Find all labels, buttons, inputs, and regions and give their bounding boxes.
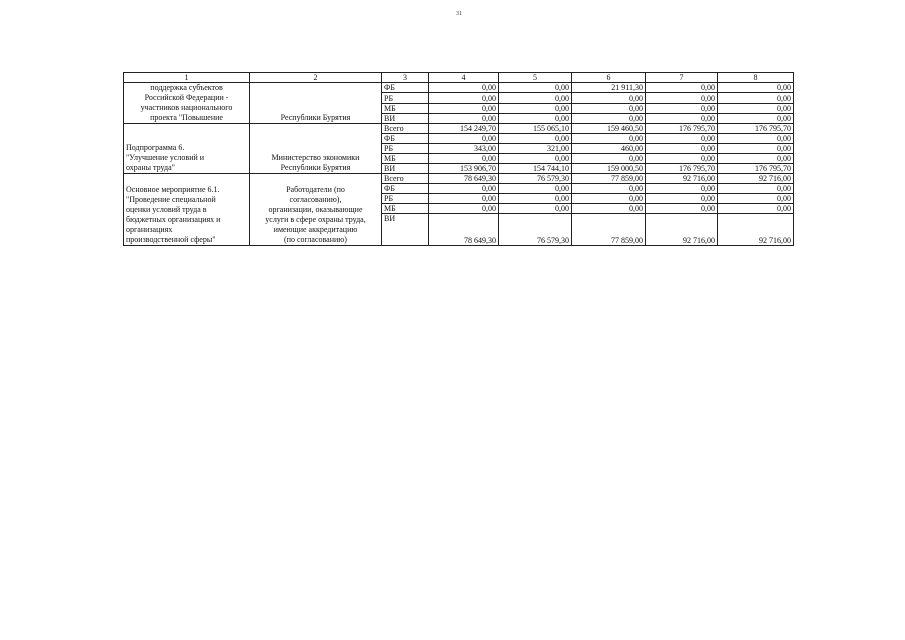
amount-cell: 77 859,00: [572, 214, 646, 246]
amount-cell: 154 249,70: [429, 124, 499, 134]
amount-cell: 0,00: [718, 154, 794, 164]
amount-cell: 0,00: [718, 134, 794, 144]
column-number-header: 7: [646, 73, 718, 83]
page-number: 31: [456, 11, 462, 17]
amount-cell: 0,00: [646, 194, 718, 204]
funding-source-cell: Всего: [382, 174, 429, 184]
amount-cell: 0,00: [499, 103, 572, 113]
column-number-header: 1: [124, 73, 250, 83]
amount-cell: 0,00: [718, 113, 794, 123]
program-name-line: "Проведение специальной: [126, 195, 216, 204]
amount-cell: 0,00: [429, 194, 499, 204]
table-row: [124, 174, 794, 184]
amount-cell: 153 906,70: [429, 164, 499, 174]
column-number-header: 3: [382, 73, 429, 83]
amount-cell: 0,00: [429, 103, 499, 113]
amount-cell: 0,00: [718, 184, 794, 194]
table-row: [124, 83, 794, 93]
amount-cell: 92 716,00: [718, 214, 794, 246]
amount-cell: 155 065,10: [499, 124, 572, 134]
amount-cell: 176 795,70: [718, 164, 794, 174]
amount-cell: 0,00: [572, 93, 646, 103]
amount-cell: 78 649,30: [429, 174, 499, 184]
amount-cell: 0,00: [429, 134, 499, 144]
program-name-line: производственной сферы": [126, 235, 216, 244]
amount-cell: 92 716,00: [646, 174, 718, 184]
amount-cell: 0,00: [572, 204, 646, 214]
executor-line: имеющие аккредитацию: [273, 225, 358, 234]
amount-cell: 0,00: [429, 204, 499, 214]
amount-cell: 0,00: [572, 113, 646, 123]
amount-cell: 0,00: [429, 154, 499, 164]
funding-source-cell: МБ: [382, 204, 429, 214]
funding-source-cell: РБ: [382, 93, 429, 103]
amount-cell: 176 795,70: [646, 124, 718, 134]
amount-cell: 92 716,00: [646, 214, 718, 246]
amount-cell: 0,00: [646, 134, 718, 144]
amount-cell: 92 716,00: [718, 174, 794, 184]
amount-cell: 0,00: [718, 144, 794, 154]
executor-line: услуги в сфере охраны труда,: [265, 215, 366, 224]
amount-cell: 0,00: [572, 134, 646, 144]
amount-cell: 0,00: [429, 93, 499, 103]
budget-table: [123, 72, 794, 246]
amount-cell: 0,00: [646, 83, 718, 93]
amount-cell: 21 911,30: [572, 83, 646, 93]
program-name-line: бюджетных организациях и: [126, 215, 221, 224]
executor-line: Республики Бурятия: [280, 163, 351, 172]
amount-cell: 159 460,50: [572, 124, 646, 134]
program-name-line: "Улучшение условий и: [126, 153, 205, 162]
executor-cell: [250, 83, 382, 124]
program-name-cell: [124, 124, 250, 174]
column-number-header: 8: [718, 73, 794, 83]
program-name-line: Подпрограмма 6.: [126, 143, 185, 152]
amount-cell: 0,00: [646, 103, 718, 113]
amount-cell: 76 579,30: [499, 174, 572, 184]
executor-cell: [250, 174, 382, 246]
funding-source-cell: РБ: [382, 194, 429, 204]
funding-source-cell: ВИ: [382, 113, 429, 123]
amount-cell: 0,00: [572, 154, 646, 164]
column-number-header: 6: [572, 73, 646, 83]
amount-cell: 78 649,30: [429, 214, 499, 246]
amount-cell: 0,00: [718, 93, 794, 103]
program-name-line: оценки условий труда в: [126, 205, 207, 214]
amount-cell: 0,00: [646, 154, 718, 164]
header-row: [124, 73, 794, 83]
amount-cell: 0,00: [429, 113, 499, 123]
amount-cell: 0,00: [646, 204, 718, 214]
amount-cell: 0,00: [718, 83, 794, 93]
program-name-line: Основное мероприятие 6.1.: [126, 185, 220, 194]
amount-cell: 0,00: [646, 184, 718, 194]
amount-cell: 321,00: [499, 144, 572, 154]
amount-cell: 77 859,00: [572, 174, 646, 184]
column-number-header: 2: [250, 73, 382, 83]
amount-cell: 0,00: [718, 194, 794, 204]
amount-cell: 154 744,10: [499, 164, 572, 174]
program-name-cell: [124, 83, 250, 124]
program-name-line: поддержка субъектов: [150, 83, 223, 92]
amount-cell: 0,00: [646, 113, 718, 123]
executor-line: Республики Бурятия: [280, 113, 351, 122]
funding-source-cell: ФБ: [382, 83, 429, 93]
amount-cell: 176 795,70: [718, 124, 794, 134]
executor-line: согласованию),: [289, 195, 342, 204]
executor-cell: [250, 124, 382, 174]
amount-cell: 0,00: [646, 144, 718, 154]
amount-cell: 0,00: [499, 113, 572, 123]
amount-cell: 0,00: [572, 184, 646, 194]
amount-cell: 0,00: [499, 83, 572, 93]
amount-cell: 0,00: [572, 103, 646, 113]
funding-source-cell: ФБ: [382, 184, 429, 194]
column-number-header: 4: [429, 73, 499, 83]
program-name-line: охраны труда": [126, 163, 175, 172]
table-row: [124, 124, 794, 134]
amount-cell: 0,00: [499, 204, 572, 214]
executor-line: Министерство экономики: [271, 153, 360, 162]
amount-cell: 0,00: [718, 204, 794, 214]
amount-cell: 0,00: [572, 194, 646, 204]
amount-cell: 76 579,30: [499, 214, 572, 246]
amount-cell: 343,00: [429, 144, 499, 154]
amount-cell: 176 795,70: [646, 164, 718, 174]
executor-line: Работодатели (по: [286, 185, 345, 194]
amount-cell: 0,00: [429, 83, 499, 93]
amount-cell: 0,00: [499, 93, 572, 103]
funding-source-cell: ФБ: [382, 134, 429, 144]
amount-cell: 0,00: [718, 103, 794, 113]
column-number-header: 5: [499, 73, 572, 83]
amount-cell: 0,00: [499, 134, 572, 144]
program-name-line: участников национального: [140, 103, 233, 112]
funding-source-cell: МБ: [382, 154, 429, 164]
amount-cell: 0,00: [499, 194, 572, 204]
amount-cell: 0,00: [499, 154, 572, 164]
funding-source-cell: МБ: [382, 103, 429, 113]
amount-cell: 460,00: [572, 144, 646, 154]
amount-cell: 0,00: [499, 184, 572, 194]
program-name-line: Российской Федерации -: [144, 93, 229, 102]
program-name-line: проекта "Повышение: [150, 113, 223, 122]
funding-source-cell: РБ: [382, 144, 429, 154]
amount-cell: 0,00: [646, 93, 718, 103]
amount-cell: 0,00: [429, 184, 499, 194]
program-name-cell: [124, 174, 250, 246]
funding-source-cell: ВИ: [382, 164, 429, 174]
amount-cell: 159 000,50: [572, 164, 646, 174]
funding-source-cell: ВИ: [382, 214, 429, 246]
funding-source-cell: Всего: [382, 124, 429, 134]
executor-line: организации, оказывающие: [268, 205, 363, 214]
executor-line: (по согласованию): [284, 235, 347, 244]
program-name-line: организациях: [126, 225, 173, 234]
